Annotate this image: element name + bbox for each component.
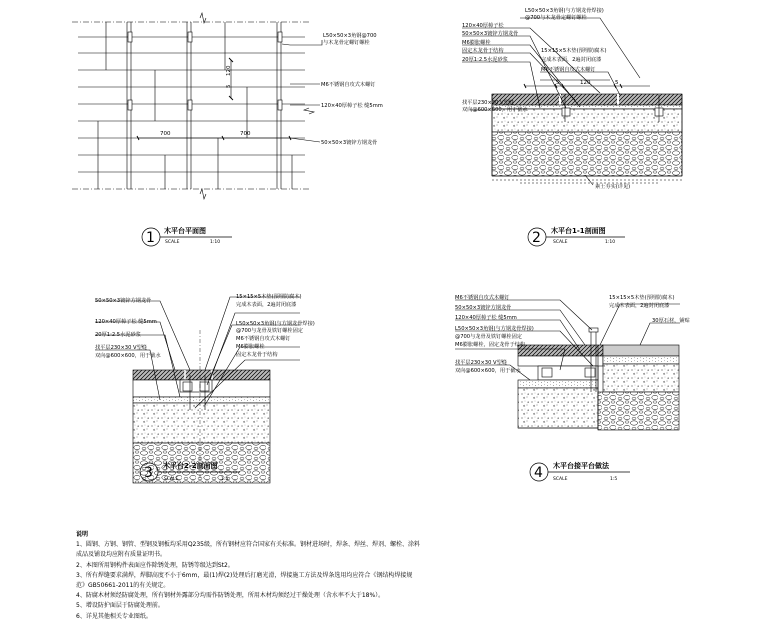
svg-text:完成木表面，2遍封闭底漆: 完成木表面，2遍封闭底漆	[236, 302, 297, 308]
svg-text:30厚石材，铺贴: 30厚石材，铺贴	[652, 318, 690, 324]
svg-text:4: 4	[534, 465, 543, 481]
svg-text:找平层230×30 V型缝: 找平层230×30 V型缝	[455, 360, 507, 366]
svg-text:找平层230×30 V型缝: 找平层230×30 V型缝	[462, 100, 514, 106]
svg-text:50×50×3镀锌方钢龙骨: 50×50×3镀锌方钢龙骨	[462, 31, 519, 37]
svg-text:120×40厚樟子松 缝5mm: 120×40厚樟子松 缝5mm	[455, 315, 517, 321]
svg-text:M6不锈钢自攻式木螺钉: M6不锈钢自攻式木螺钉	[236, 336, 291, 342]
label-screw: M6不锈钢自攻式木螺钉	[321, 82, 376, 88]
svg-text:双向@600×600，用于截水: 双向@600×600，用于截水	[455, 368, 521, 374]
note-4: 4、防腐木材须经防腐处理，所有钢材外露部分均需作防锈处理，所用木材均须经过干燥处理（含水率不大于18%）。	[76, 592, 385, 600]
dim-120: 120	[226, 65, 232, 76]
svg-text:50×50×3镀锌方钢龙骨: 50×50×3镀锌方钢龙骨	[95, 298, 152, 304]
label-steel-angle: L50×50×3角钢@700	[323, 33, 377, 39]
svg-text:固定木龙骨于结构: 固定木龙骨于结构	[236, 352, 278, 358]
svg-text:1: 1	[146, 230, 155, 246]
svg-text:M6膨胀螺栓: M6膨胀螺栓	[462, 40, 491, 46]
svg-text:L50×50×3角钢(与方钢龙骨焊接): L50×50×3角钢(与方钢龙骨焊接)	[455, 326, 534, 332]
svg-text:SCALE: SCALE	[553, 240, 568, 245]
svg-text:@700与木龙骨定螺钉螺栓: @700与木龙骨定螺钉螺栓	[525, 15, 587, 21]
svg-text:M6膨胀螺栓，固定龙骨于结构: M6膨胀螺栓，固定龙骨于结构	[455, 342, 526, 348]
svg-text:2: 2	[532, 230, 541, 246]
label-joist: 50×50×3镀锌方钢龙骨	[321, 140, 378, 146]
svg-text:素土夯实(详见): 素土夯实(详见)	[595, 184, 631, 190]
svg-text:SCALE: SCALE	[165, 240, 180, 245]
figure-1-title-block	[142, 226, 232, 246]
svg-text:双向@600×600，用于截水: 双向@600×600，用于截水	[462, 107, 528, 113]
svg-text:完成木表面，2遍封闭底漆: 完成木表面，2遍封闭底漆	[609, 303, 670, 309]
svg-text:1:5: 1:5	[610, 477, 618, 482]
svg-text:3: 3	[144, 465, 153, 481]
svg-text:M6不锈钢自攻式木螺钉: M6不锈钢自攻式木螺钉	[455, 295, 510, 301]
label-deck-board: 120×40厚樟子松 缝5mm	[321, 103, 383, 109]
note-3b: 范》GB50661-2011的有关规定。	[76, 582, 170, 590]
note-2: 2、本图所用钢构件表面应作除锈处理，防锈等级达到St2。	[76, 561, 234, 569]
note-5: 5、增设防护面层于防腐处理前。	[76, 602, 164, 610]
svg-text:固定木龙骨于结构: 固定木龙骨于结构	[462, 48, 504, 54]
svg-text:双向@600×600，用于截水: 双向@600×600，用于截水	[95, 353, 161, 359]
plan-drawing	[72, 13, 322, 199]
figure-4-title-block	[530, 461, 630, 482]
svg-text:5: 5	[615, 80, 619, 86]
figure-4-title: 木平台接平台做法	[553, 462, 609, 470]
svg-text:M6不锈钢自攻式木螺钉: M6不锈钢自攻式木螺钉	[541, 67, 596, 73]
svg-text:M6膨胀螺栓: M6膨胀螺栓	[236, 344, 265, 350]
svg-text:120×40厚樟子松: 120×40厚樟子松	[462, 23, 504, 29]
svg-text:15×15×5木垫(预埋防腐木): 15×15×5木垫(预埋防腐木)	[236, 294, 302, 300]
figure-2-title-block	[528, 226, 625, 246]
figure-2-title: 木平台1-1剖面图	[551, 227, 606, 235]
svg-text:SCALE: SCALE	[553, 477, 568, 482]
svg-text:1:10: 1:10	[605, 240, 616, 245]
notes-heading: 说明	[76, 531, 89, 538]
svg-text:@700与龙骨及铁钉螺栓固定: @700与龙骨及铁钉螺栓固定	[455, 334, 522, 340]
note-6: 6、详见其他相关专业图纸。	[76, 612, 152, 620]
svg-text:15×15×5木垫(预埋防腐木): 15×15×5木垫(预埋防腐木)	[541, 48, 607, 54]
svg-text:@700与龙骨及铁钉螺栓固定: @700与龙骨及铁钉螺栓固定	[236, 328, 303, 334]
note-1a: 1、圆钢、方钢、钢管、型钢及钢板均采用Q235级，所有钢材应符合国家有关标准。钢材进场时，焊条、焊丝、焊剂、螺栓、涂料	[76, 541, 420, 549]
dim-5: 5	[226, 84, 232, 88]
section-1-1-label-angle: L50×50×3角钢(与方钢龙骨焊接)	[525, 8, 604, 14]
svg-text:20厚1:2.5水泥砂浆: 20厚1:2.5水泥砂浆	[95, 332, 141, 338]
svg-text:20厚1:2.5水泥砂浆: 20厚1:2.5水泥砂浆	[462, 57, 508, 63]
svg-text:L50×50×3角钢(与方钢龙骨焊接): L50×50×3角钢(与方钢龙骨焊接)	[236, 321, 315, 327]
svg-text:50×50×3镀锌方钢龙骨: 50×50×3镀锌方钢龙骨	[455, 305, 512, 311]
label-steel-angle-sub: 与木龙骨定螺钉螺栓	[323, 40, 370, 46]
svg-text:完成木表面，2遍封闭底漆: 完成木表面，2遍封闭底漆	[541, 57, 602, 63]
svg-text:120: 120	[580, 80, 591, 86]
svg-text:1:10: 1:10	[210, 240, 221, 245]
dim-700-b: 700	[240, 131, 251, 137]
svg-text:5: 5	[556, 80, 560, 86]
figure-1-title: 木平台平面图	[164, 227, 206, 235]
note-3a: 3、所有焊缝要求满焊，焊脚高度不小于6mm，最(1)焊(2)处理后打磨光滑，焊接施工方法及焊条选用均应符合《钢结构焊接规	[76, 571, 413, 579]
svg-text:SCALE: SCALE	[164, 477, 179, 482]
section-2-2-labels	[95, 292, 315, 359]
svg-text:15×15×5木垫(预埋防腐木): 15×15×5木垫(预埋防腐木)	[609, 295, 675, 301]
design-notes	[76, 530, 636, 622]
note-1b: 成品及铺设均应附有质量证明书。	[76, 551, 167, 559]
figure-3-title: 木平台2-2剖面图	[163, 462, 218, 470]
dim-700-a: 700	[160, 131, 171, 137]
plan-labels	[160, 31, 383, 146]
svg-text:找平层230×30 V型缝: 找平层230×30 V型缝	[95, 345, 147, 351]
svg-text:120×40厚樟子松 缝5mm: 120×40厚樟子松 缝5mm	[95, 319, 157, 325]
svg-text:1:5: 1:5	[221, 477, 229, 482]
